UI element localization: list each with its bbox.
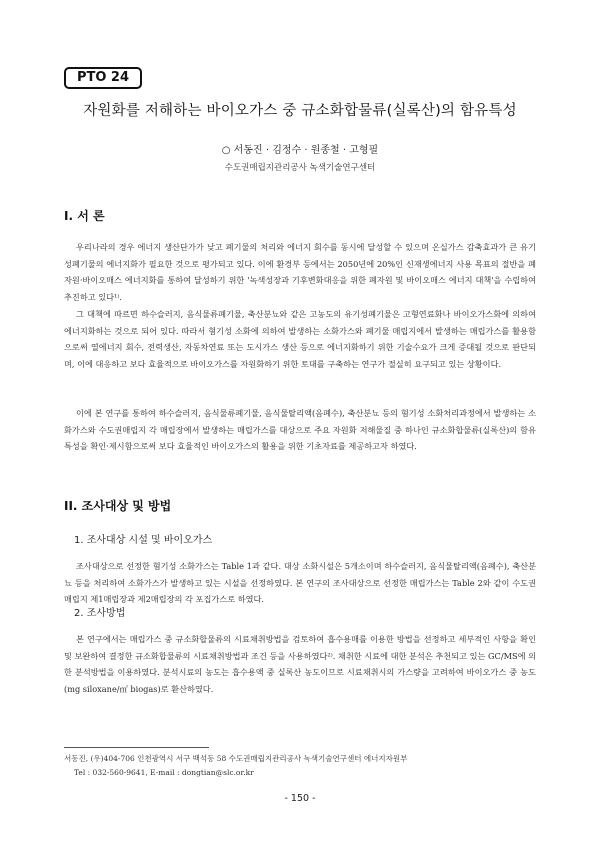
intro-paragraph-1: 우리나라의 경우 에너지 생산단가가 낮고 폐기물의 처리와 에너지 회수를 동시에 달성할 수 있으며 온실가스 감축효과가 큰 유기성폐기물의 에너지화가 필요한 것으로 평가되고 있다. 이에 환경부 등에서는 2050년에 20%인 신재생에너지 사용 목표의 절반을 폐자원·바이오매스 에너지화를 통하여 달성하기 위한 '녹색성장과 기후변화대응을 위한 폐자원 및 바이오매스 에너지 대책'을 수립하여 추진하고 있다¹⁾.: [64, 242, 536, 302]
footnote-contact: Tel : 032-560-9641, E-mail : dongtian@slc.or.kr: [74, 768, 254, 777]
intro-paragraph-2: 그 대책에 따르면 하수슬러지, 음식물류폐기물, 축산분뇨와 같은 고농도의 유기성폐기물은 고형연료화나 바이오가스화에 의하여 에너지화하는 것으로 되어 있다. 따라서 혐기성 소화에 의하여 발생하는 소화가스와 폐기물 매립지에서 발생하는 매립가스를 활용함으로써 열에너지 회수, 전력생산, 자동차연료 또는 도시가스 생산 등으로 에너지화하기 위한 기술수요가 크게 증대될 것으로 판단되며, 이에 대응하고 보다 효율적으로 바이오가스를 자원화하기 위한 토대를 구축하는 연구가 절실히 요구되고 있는 상황이다.: [64, 309, 536, 369]
author-list: ○ 서동진 · 김정수 · 원종철 · 고형필: [221, 145, 379, 156]
page-number: - 150 -: [284, 793, 316, 804]
section-heading-methods: II. 조사대상 및 방법: [64, 499, 172, 513]
footnote-divider: [64, 747, 209, 748]
subsection-heading-targets: 1. 조사대상 시설 및 바이오가스: [74, 535, 213, 546]
methods-paragraph-1: 조사대상으로 선정한 혐기성 소화가스는 Table 1과 같다. 대상 소화시설은 5개소이며 하수슬러지, 음식물탈리액(음폐수), 축산분뇨 등을 처리하여 소화가스가 발생하고 있는 시설을 선정하였다. 본 연구의 조사대상으로 선정한 매립가스는 Table 2와 같이 수도권매립지 제1매립장과 제2매립장의 각 포집가스로 하였다.: [64, 561, 536, 604]
footnote-address: 서동진, (우)404-706 인천광역시 서구 백석동 58 수도권매립지관리공사 녹색기술연구센터 에너지자원부: [64, 754, 408, 763]
affiliation: 수도권매립지관리공사 녹색기술연구센터: [224, 163, 376, 173]
intro-paragraph-3: 이에 본 연구를 통하여 하수슬러지, 음식물류폐기물, 음식물탈리액(음폐수), 축산분뇨 등의 혐기성 소화처리과정에서 발생하는 소화가스와 수도권매립지 각 매립장에서 발생하는 매립가스를 대상으로 주요 자원화 저해물질 중 하나인 규소화합물류(실록산)의 함유특성을 확인·제시함으로써 보다 효율적인 바이오가스의 활용을 위한 기초자료를 제공하고자 하였다.: [64, 408, 536, 451]
session-badge: PTO 24: [64, 67, 142, 89]
subsection-heading-method: 2. 조사방법: [74, 608, 126, 619]
methods-paragraph-2: 본 연구에서는 매립가스 중 규소화합물류의 시료채취방법을 검토하여 흡수용매를 이용한 방법을 선정하고 세부적인 사항을 확인 및 보완하여 결정한 규소화합물류의 시료채취방법과 조건 등을 사용하였다²⁾. 채취한 시료에 대한 분석은 추천되고 있는 GC/MS에 의한 분석방법을 이용하였다. 분석시료의 농도는 흡수용액 중 실록산 농도이므로 시료채취시의 가스량을 고려하여 바이오가스 중 농도(mg siloxane/㎥ biogas)로 환산하였다.: [64, 634, 536, 694]
section-heading-introduction: I. 서 론: [64, 209, 105, 223]
paper-title: 자원화를 저해하는 바이오가스 중 규소화합물류(실록산)의 함유특성: [83, 103, 517, 119]
